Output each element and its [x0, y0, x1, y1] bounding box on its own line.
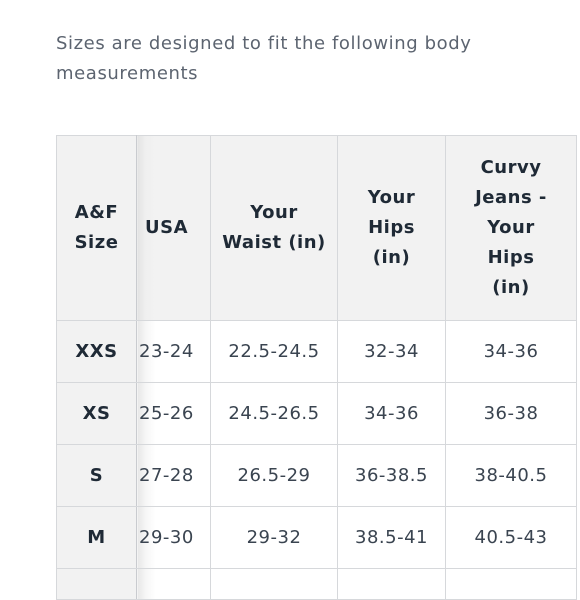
header-curvy-jeans-hips: Curvy Jeans - Your Hips (in) — [446, 136, 577, 321]
table-row — [57, 321, 577, 383]
cell-hips: 36-38.5 — [338, 445, 446, 507]
cell-hips: 38.5-41 — [338, 507, 446, 569]
cell-waist: 22.5-24.5 — [211, 321, 338, 383]
cell-size-empty — [57, 569, 137, 600]
cell-hips-empty — [338, 569, 446, 600]
table-row — [57, 383, 577, 445]
cell-size: S — [57, 445, 137, 507]
cell-usa: 25-26 — [137, 383, 211, 445]
cell-size: XXS — [57, 321, 137, 383]
cell-curvy-hips: 34-36 — [446, 321, 577, 383]
table-header-row — [57, 136, 577, 321]
cell-waist: 26.5-29 — [211, 445, 338, 507]
cell-hips: 34-36 — [338, 383, 446, 445]
header-your-waist: Your Waist (in) — [211, 136, 338, 321]
cell-curvy-hips: 38-40.5 — [446, 445, 577, 507]
table-row — [57, 507, 577, 569]
intro-text: Sizes are designed to fit the following body measurements — [56, 33, 472, 84]
size-chart-table — [56, 135, 577, 600]
cell-waist-empty — [211, 569, 338, 600]
header-af-size: A&F Size — [57, 136, 137, 321]
cell-size: XS — [57, 383, 137, 445]
cell-waist: 24.5-26.5 — [211, 383, 338, 445]
cell-size: M — [57, 507, 137, 569]
cell-usa-empty — [137, 569, 211, 600]
size-chart-table-container[interactable] — [56, 135, 548, 580]
header-your-hips: Your Hips (in) — [338, 136, 446, 321]
cell-usa: 23-24 — [137, 321, 211, 383]
header-usa: USA — [137, 136, 211, 321]
cell-curvy-hips: 36-38 — [446, 383, 577, 445]
cell-curvy-hips-empty — [446, 569, 577, 600]
table-row-partial — [57, 569, 577, 600]
table-row — [57, 445, 577, 507]
cell-curvy-hips: 40.5-43 — [446, 507, 577, 569]
cell-waist: 29-32 — [211, 507, 338, 569]
cell-hips: 32-34 — [338, 321, 446, 383]
cell-usa: 29-30 — [137, 507, 211, 569]
cell-usa: 27-28 — [137, 445, 211, 507]
